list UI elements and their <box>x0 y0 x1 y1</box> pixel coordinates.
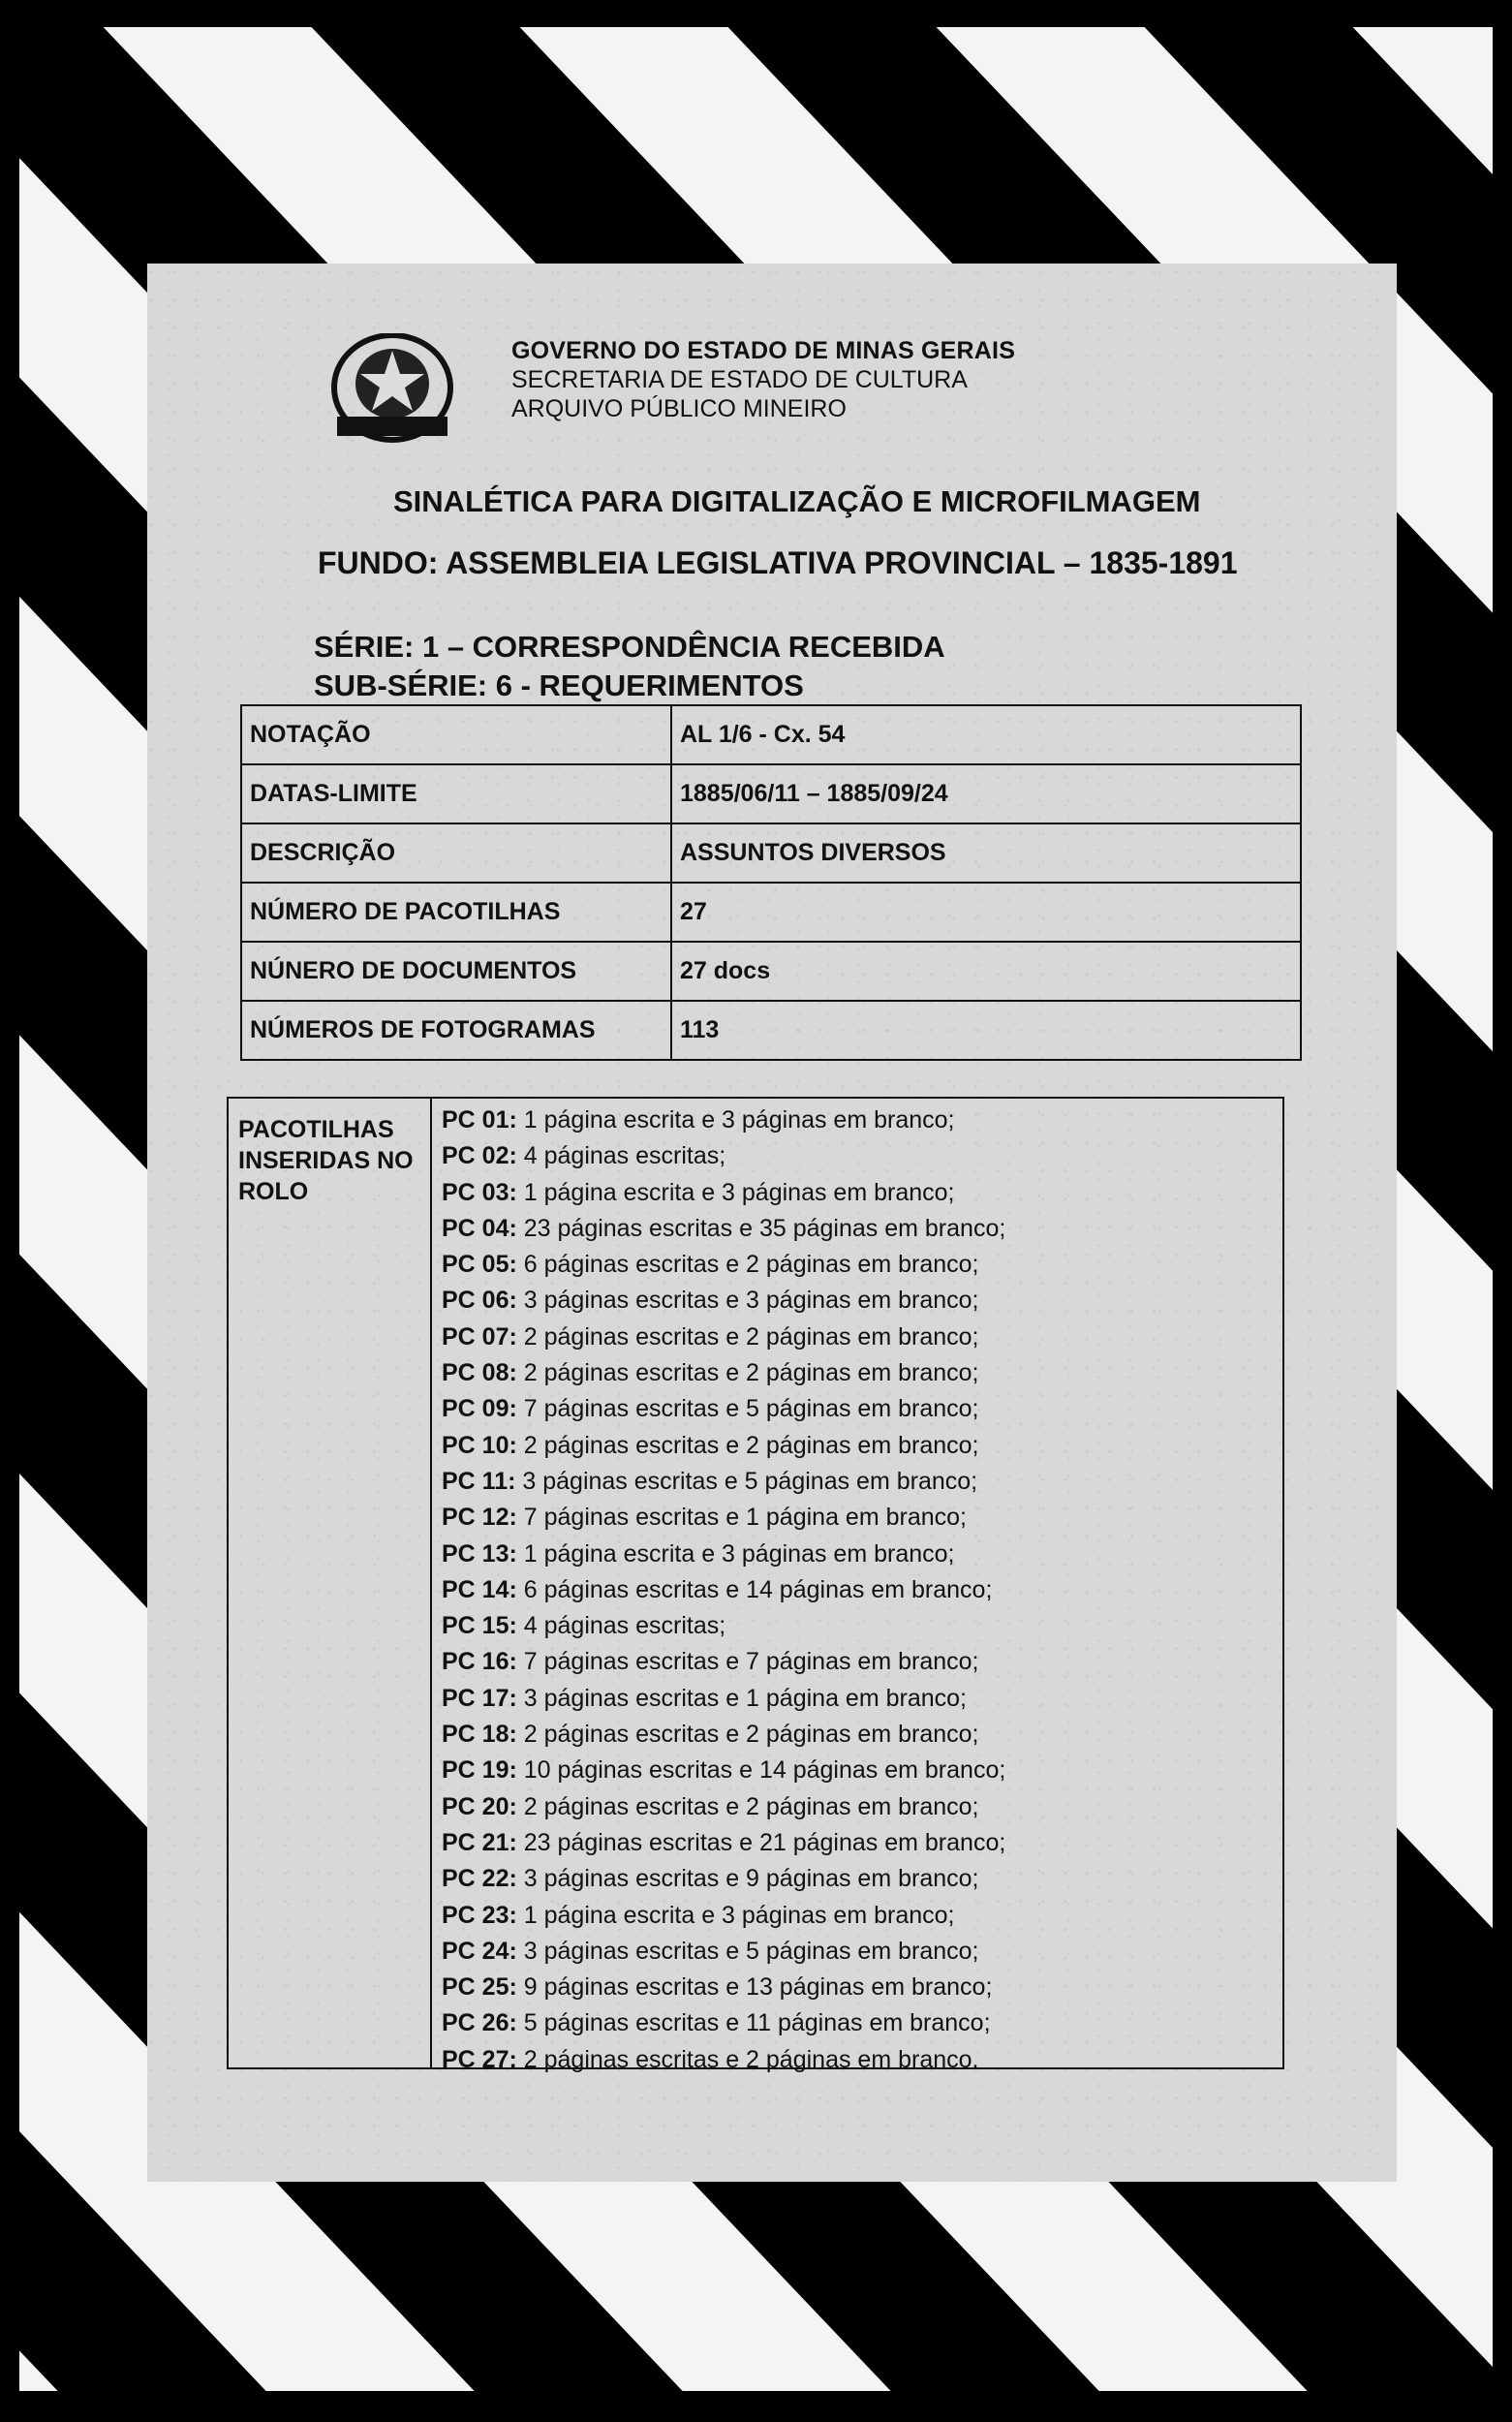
pacotilha-code: PC 23: <box>442 1901 517 1929</box>
pacotilha-description: 3 páginas escritas e 1 página em branco; <box>516 1684 967 1712</box>
pacotilha-description: 3 páginas escritas e 5 páginas em branco; <box>516 1937 979 1965</box>
pacotilha-description: 1 página escrita e 3 páginas em branco; <box>516 1178 955 1206</box>
pacotilhas-label-line: INSERIDAS NO <box>238 1147 414 1174</box>
minas-gerais-seal-icon <box>329 333 455 450</box>
list-item <box>442 1355 1282 1391</box>
pacotilha-description: 6 páginas escritas e 14 páginas em branco; <box>516 1575 993 1603</box>
pacotilha-code: PC 21: <box>442 1828 517 1856</box>
pacotilha-code: PC 01: <box>442 1106 517 1133</box>
field-label: NÚMERO DE PACOTILHAS <box>241 883 671 942</box>
field-label: NÚNERO DE DOCUMENTOS <box>241 942 671 1001</box>
pacotilhas-label-line: ROLO <box>238 1178 309 1205</box>
pacotilha-description: 3 páginas escritas e 9 páginas em branco; <box>516 1865 979 1893</box>
table-row <box>241 764 1301 823</box>
pacotilha-description: 23 páginas escritas e 21 páginas em branco; <box>516 1828 1006 1856</box>
pacotilha-code: PC 17: <box>442 1684 517 1712</box>
pacotilha-description: 7 páginas escritas e 1 página em branco; <box>516 1504 967 1532</box>
table-row <box>241 705 1301 764</box>
list-item <box>442 1138 1282 1174</box>
pacotilha-code: PC 12: <box>442 1504 517 1532</box>
field-value: AL 1/6 - Cx. 54 <box>671 705 1301 764</box>
pacotilha-code: PC 10: <box>442 1431 517 1459</box>
pacotilha-code: PC 16: <box>442 1648 517 1676</box>
pacotilha-description: 1 página escrita e 3 páginas em branco; <box>516 1901 955 1929</box>
field-label: DESCRIÇÃO <box>241 823 671 883</box>
list-item <box>442 1175 1282 1211</box>
archive-line: ARQUIVO PÚBLICO MINEIRO <box>511 395 847 422</box>
pacotilha-description: 23 páginas escritas e 35 páginas em branco; <box>516 1214 1006 1242</box>
subserie-heading: SUB-SÉRIE: 6 - REQUERIMENTOS <box>314 668 804 702</box>
list-item <box>442 1789 1282 1825</box>
pacotilha-code: PC 27: <box>442 2045 517 2073</box>
pacotilha-description: 1 página escrita e 3 páginas em branco; <box>516 1106 955 1133</box>
secretariat-line: SECRETARIA DE ESTADO DE CULTURA <box>511 366 968 393</box>
list-item <box>442 1753 1282 1788</box>
field-label: NOTAÇÃO <box>241 705 671 764</box>
field-value: 113 <box>671 1001 1301 1060</box>
pacotilha-code: PC 22: <box>442 1865 517 1893</box>
list-item <box>442 1428 1282 1464</box>
government-line: GOVERNO DO ESTADO DE MINAS GERAIS <box>511 337 1016 364</box>
pacotilha-description: 2 páginas escritas e 2 páginas em branco; <box>516 1431 979 1459</box>
field-value: 1885/06/11 – 1885/09/24 <box>671 764 1301 823</box>
pacotilha-description: 3 páginas escritas e 3 páginas em branco; <box>516 1287 979 1315</box>
pacotilha-description: 5 páginas escritas e 11 páginas em branco; <box>516 2009 991 2037</box>
pacotilha-description: 7 páginas escritas e 7 páginas em branco; <box>516 1648 979 1676</box>
pacotilha-code: PC 07: <box>442 1322 517 1351</box>
pacotilhas-list <box>442 1102 1282 2078</box>
pacotilha-code: PC 18: <box>442 1721 517 1749</box>
pacotilha-description: 7 páginas escritas e 5 páginas em branco; <box>516 1395 979 1423</box>
pacotilha-code: PC 26: <box>442 2009 517 2037</box>
list-item <box>442 1464 1282 1500</box>
institution-header <box>511 336 1015 423</box>
list-item <box>442 1247 1282 1283</box>
list-item <box>442 2042 1282 2078</box>
pacotilha-code: PC 13: <box>442 1539 517 1568</box>
list-item <box>442 1537 1282 1572</box>
pacotilha-code: PC 06: <box>442 1287 517 1315</box>
list-item <box>442 1717 1282 1753</box>
pacotilha-code: PC 11: <box>442 1467 516 1495</box>
pacotilhas-label-line: PACOTILHAS <box>238 1116 394 1143</box>
pacotilha-code: PC 24: <box>442 1937 517 1965</box>
pacotilha-code: PC 15: <box>442 1612 517 1640</box>
pacotilhas-label <box>229 1099 432 2067</box>
pacotilha-code: PC 08: <box>442 1359 517 1387</box>
table-row <box>241 883 1301 942</box>
pacotilha-description: 4 páginas escritas; <box>516 1612 726 1640</box>
list-item <box>442 1898 1282 1934</box>
pacotilha-description: 2 páginas escritas e 2 páginas em branco; <box>516 1359 979 1387</box>
pacotilha-description: 10 páginas escritas e 14 páginas em branco; <box>516 1756 1006 1785</box>
pacotilhas-box <box>227 1097 1284 2073</box>
pacotilha-code: PC 05: <box>442 1251 517 1279</box>
list-item <box>442 1861 1282 1897</box>
list-item <box>442 1934 1282 1970</box>
pacotilha-code: PC 09: <box>442 1395 517 1423</box>
pacotilha-description: 1 página escrita e 3 páginas em branco; <box>516 1539 955 1568</box>
field-value: 27 <box>671 883 1301 942</box>
list-item <box>442 2005 1282 2041</box>
pacotilha-description: 2 páginas escritas e 2 páginas em branco. <box>516 2045 979 2073</box>
pacotilha-code: PC 04: <box>442 1214 517 1242</box>
pacotilha-description: 3 páginas escritas e 5 páginas em branco; <box>515 1467 978 1495</box>
table-row <box>241 942 1301 1001</box>
field-label: NÚMEROS DE FOTOGRAMAS <box>241 1001 671 1060</box>
document-title: SINALÉTICA PARA DIGITALIZAÇÃO E MICROFILMAGEM <box>393 484 1201 518</box>
field-value: 27 docs <box>671 942 1301 1001</box>
serie-heading: SÉRIE: 1 – CORRESPONDÊNCIA RECEBIDA <box>314 630 945 664</box>
pacotilha-code: PC 03: <box>442 1178 517 1206</box>
pacotilha-description: 2 páginas escritas e 2 páginas em branco; <box>516 1721 979 1749</box>
fundo-heading: FUNDO: ASSEMBLEIA LEGISLATIVA PROVINCIAL – 1835-1891 <box>318 545 1238 580</box>
list-item <box>442 1681 1282 1717</box>
table-row <box>241 823 1301 883</box>
list-item <box>442 1608 1282 1644</box>
field-value: ASSUNTOS DIVERSOS <box>671 823 1301 883</box>
list-item <box>442 1391 1282 1427</box>
field-label: DATAS-LIMITE <box>241 764 671 823</box>
list-item <box>442 1283 1282 1319</box>
pacotilha-code: PC 14: <box>442 1575 517 1603</box>
pacotilha-code: PC 20: <box>442 1792 517 1820</box>
list-item <box>442 1825 1282 1861</box>
list-item <box>442 1500 1282 1536</box>
pacotilha-description: 4 páginas escritas; <box>516 1142 726 1170</box>
pacotilha-code: PC 25: <box>442 1973 517 2002</box>
list-item <box>442 1211 1282 1247</box>
table-row <box>241 1001 1301 1060</box>
metadata-table <box>240 704 1302 1061</box>
document-sheet <box>147 264 1397 2182</box>
pacotilha-code: PC 19: <box>442 1756 517 1785</box>
pacotilha-description: 9 páginas escritas e 13 páginas em branco; <box>516 1973 993 2002</box>
list-item <box>442 1320 1282 1355</box>
list-item <box>442 1572 1282 1608</box>
list-item <box>442 1102 1282 1138</box>
pacotilha-description: 2 páginas escritas e 2 páginas em branco; <box>516 1322 979 1351</box>
pacotilha-description: 6 páginas escritas e 2 páginas em branco; <box>516 1251 979 1279</box>
list-item <box>442 1970 1282 2005</box>
pacotilha-description: 2 páginas escritas e 2 páginas em branco; <box>516 1792 979 1820</box>
list-item <box>442 1644 1282 1680</box>
pacotilha-code: PC 02: <box>442 1142 517 1170</box>
